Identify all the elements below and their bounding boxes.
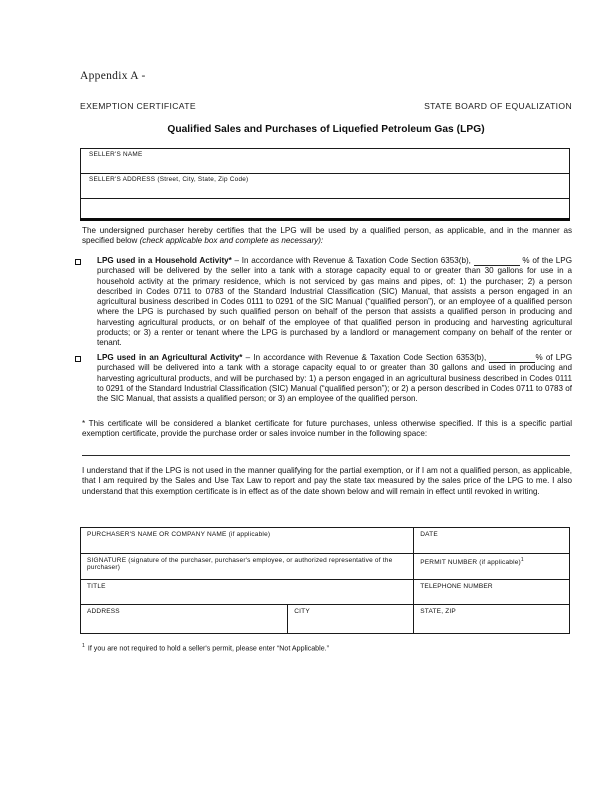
appendix-label: Appendix A - <box>80 70 146 82</box>
exemption-certificate-label: EXEMPTION CERTIFICATE <box>80 101 196 111</box>
table-row <box>81 580 570 605</box>
checkbox-agricultural-activity-heading: LPG used in an Agricultural Activity* <box>97 353 243 362</box>
percent-blank-household[interactable] <box>474 257 520 266</box>
sellers-address-field[interactable] <box>81 174 569 199</box>
footnote-text: If you are not required to hold a seller's permit, please enter “Not Applicable.” <box>87 644 329 653</box>
checkbox-household-activity-heading: LPG used in a Household Activity* <box>97 256 232 265</box>
title-cell[interactable] <box>81 580 414 605</box>
checkbox-household-activity-text <box>97 256 572 348</box>
signature-cell[interactable] <box>81 554 414 580</box>
signature-label: SIGNATURE (signature of the purchaser, purchaser's employee, or authorized representative of the purchaser) <box>87 557 393 571</box>
checkbox-icon-agricultural-activity[interactable] <box>75 356 81 362</box>
purchaser-name-cell[interactable] <box>81 528 414 554</box>
asterisk-note-paragraph: * This certificate will be considered a blanket certificate for future purchases, unless otherwise specified. If this is a specific partial exemption certificate, provide the purchase order or sales invoice number in the following space: <box>82 419 572 439</box>
sellers-name-label: SELLER'S NAME <box>89 151 143 158</box>
telephone-number-label: TELEPHONE NUMBER <box>420 583 493 590</box>
intro-paragraph <box>82 226 572 247</box>
footnote-marker: 1 <box>82 643 85 649</box>
document-header-row <box>80 101 572 111</box>
understanding-paragraph: I understand that if the LPG is not used in the manner qualifying for the partial exemption, or if I am not a qualified person, as applicable, that I am required by the Sales and Use Tax Law to report and pay the state tax measured by the sales price of the LPG to me. I also understand that this exemption certificate is in effect as of the date shown below and will remain in effect until revoked in writing. <box>82 466 572 496</box>
section-divider-rule <box>80 218 570 221</box>
checkbox-agricultural-activity-text <box>97 353 572 404</box>
table-row <box>81 528 570 554</box>
checkbox-household-before-blank: – In accordance with Revenue & Taxation Code Section 6353(b), <box>231 256 474 265</box>
purchaser-information-table <box>80 527 570 634</box>
permit-number-cell[interactable] <box>414 554 570 580</box>
state-zip-label: STATE, ZIP <box>420 608 456 615</box>
purchaser-name-label: PURCHASER'S NAME OR COMPANY NAME (if applicable) <box>87 531 271 538</box>
sellers-address-continuation-field[interactable] <box>81 199 569 219</box>
address-label: ADDRESS <box>87 608 120 615</box>
checkbox-agricultural-before-blank: – In accordance with Revenue & Taxation Code Section 6353(b), <box>242 353 490 362</box>
telephone-number-cell[interactable] <box>414 580 570 605</box>
state-board-label: STATE BOARD OF EQUALIZATION <box>424 101 572 111</box>
city-label: CITY <box>294 608 310 615</box>
city-cell[interactable] <box>288 605 414 634</box>
seller-information-box <box>80 148 570 220</box>
checkbox-agricultural-after-blank: % of LPG purchased will be delivered into a tank with a storage capacity equal to or greater than 30 gallons and used in producing and harvesting agricultural products, and will be purchased by: 1) a person engaged in an agricultural business described in Codes 0111 to 0291 of the Standard Industrial Classification (SIC) Manual (“qualified person”); or 2) a person described in Codes 0711 to 0783 of the SIC Manual, that assists a qualified person; or 3) an employee of the qualified person. <box>97 353 573 403</box>
table-row <box>81 554 570 580</box>
state-zip-cell[interactable] <box>414 605 570 634</box>
sellers-name-field[interactable] <box>81 149 569 174</box>
page-footnote <box>82 642 542 653</box>
intro-text-italic: (check applicable box and complete as necessary): <box>139 236 324 246</box>
checkbox-household-after-blank: % of the LPG purchased will be delivered by the seller into a tank with a storage capacity equal to or greater than 30 gallons for use in a household activity at the primary residence, which is not serviced by gas mains and pipes, of: 1) the purchaser; 2) a person described in Codes 0711 to 0783 of the Standard Industrial Classification (SIC) Manual, that assists a person engaged in an agricultural business described in Codes 0111 to 0291 of the SIC Manual (“qualified person”), or an employee of a qualified person where the LPG is purchased by such qualified person on behalf of the person that assists a qualified person in producing and harvesting agricultural products, or on behalf of the employee of that qualified person in producing and harvesting agricultural products; or 3) a renter or tenant where the LPG is purchased by a landlord or management company on behalf of the renter or tenant. <box>97 256 573 347</box>
intro-text-plain: The undersigned purchaser hereby certifies that the LPG will be used by a qualified person, as applicable, and in the manner as specified below <box>82 226 572 246</box>
address-cell[interactable] <box>81 605 288 634</box>
form-title: Qualified Sales and Purchases of Liquefied Petroleum Gas (LPG) <box>167 124 485 135</box>
permit-number-label: PERMIT NUMBER (if applicable) <box>420 559 521 567</box>
sellers-address-label: SELLER'S ADDRESS (Street, City, State, Zip Code) <box>89 176 249 183</box>
permit-number-footnote-marker: 1 <box>520 557 524 563</box>
checkbox-item-household-activity[interactable] <box>74 256 572 348</box>
date-label: DATE <box>420 531 438 538</box>
table-row <box>81 605 570 634</box>
checkbox-item-agricultural-activity[interactable] <box>74 353 572 404</box>
purchase-order-blank-line[interactable] <box>82 455 570 456</box>
date-cell[interactable] <box>414 528 570 554</box>
title-label: TITLE <box>87 583 106 590</box>
checkbox-icon-household-activity[interactable] <box>75 259 81 265</box>
percent-blank-agricultural[interactable] <box>489 354 535 363</box>
